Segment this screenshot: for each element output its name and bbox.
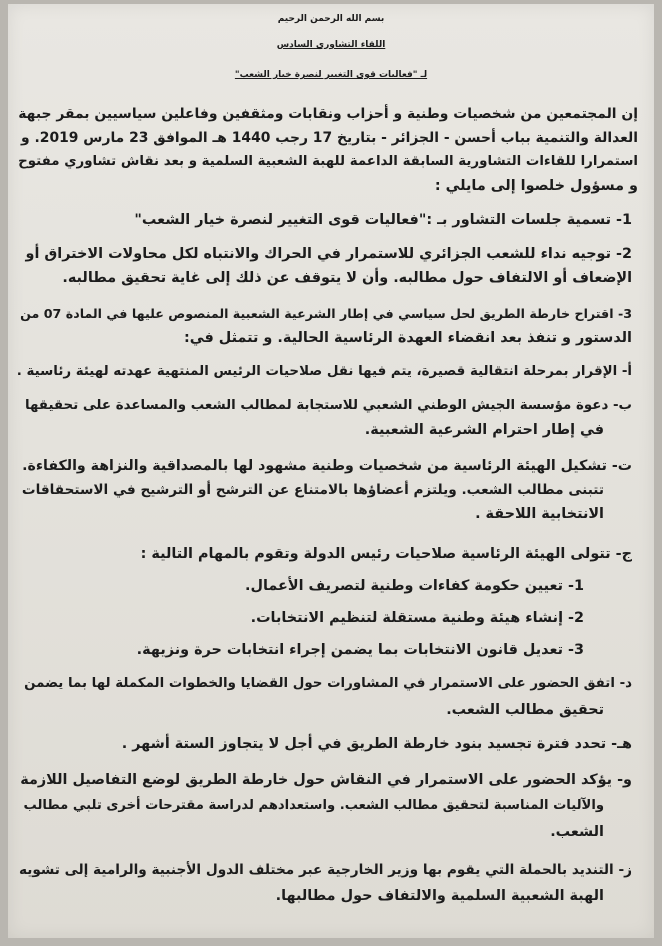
clause-h: هـ- تحدد فترة تجسيد بنود خارطة الطريق في أجل لا يتجاوز الستة أشهر . [121, 736, 632, 752]
clause-j: ج- تتولى الهيئة الرئاسية صلاحيات رئيس الدولة وتقوم بالمهام التالية : [140, 546, 632, 562]
clause-z-line-1: ز- التنديد بالحملة التي يقوم بها وزير الخارجية عبر مختلف الدول الأجنبية والرامية إلى تشويه [18, 862, 632, 878]
meeting-title: اللقاء التشاوري السادس [276, 40, 386, 50]
document-page [8, 4, 654, 938]
clause-b-line-1: ب- دعوة مؤسسة الجيش الوطني الشعبي للاستجابة لمطالب الشعب والمساعدة على تحقيقها [24, 398, 632, 413]
clause-w-line-1: و- يؤكد الحضور على الاستمرار في النقاش حول خارطة الطريق لوضع التفاصيل اللازمة [20, 772, 632, 788]
intro-line-3: استمرارا للقاءات التشاورية السابقة الداعمة للهبة الشعبية السلمية و بعد نقاش تشاوري مفتوح [18, 154, 638, 169]
clause-t-line-2: تتبنى مطالب الشعب. ويلتزم أعضاؤها بالامتناع عن الترشح أو الترشيح في الاستحقاقات [21, 482, 604, 498]
task-1: 1- تعيين حكومة كفاءات وطنية لتصريف الأعمال. [245, 578, 584, 594]
item-2-line-1: 2- توجيه نداء للشعب الجزائري للاستمرار في الحراك والانتباه لكل محاولات الاختراق أو [25, 246, 632, 262]
intro-line-2: العدالة والتنمية بباب أحسن - الجزائر - بتاريخ 17 رجب 1440 هـ الموافق 23 مارس 2019. و [21, 130, 638, 146]
basmala: بسم الله الرحمن الرحيم [277, 14, 385, 24]
task-3: 3- تعديل قانون الانتخابات بما يضمن إجراء انتخابات حرة ونزيهة. [136, 642, 584, 658]
clause-t-line-3: الانتخابية اللاحقة . [475, 506, 604, 522]
clause-d-line-2: تحقيق مطالب الشعب. [446, 702, 604, 718]
item-3-line-2: الدستور و تنفذ بعد انقضاء العهدة الرئاسية الحالية. و تتمثل في: [184, 330, 632, 346]
clause-b-line-2: في إطار احترام الشرعية الشعبية. [364, 422, 604, 438]
clause-t-line-1: ت- تشكيل الهيئة الرئاسية من شخصيات وطنية مشهود لها بالمصداقية والنزاهة والكفاءة. [22, 458, 632, 474]
item-1: 1- تسمية جلسات التشاور بـ :"فعاليات قوى التغيير لنصرة خيار الشعب" [134, 212, 632, 228]
clause-d-line-1: د- اتفق الحضور على الاستمرار في المشاورات حول القضايا والخطوات المكملة لها بما يضمن [24, 676, 632, 691]
clause-w-line-3: الشعب. [550, 824, 604, 840]
clause-w-line-2: والآليات المناسبة لتحقيق مطالب الشعب. واستعدادهم لدراسة مقترحات أخرى تلبي مطالب [23, 798, 604, 813]
clause-a: أ- الإقرار بمرحلة انتقالية قصيرة، يتم فيها نقل صلاحيات الرئيس المنتهية عهدته لهيئة رئاسية . [16, 364, 632, 379]
document-title: لـ "فعاليات قوى التغيير لنصرة خيار الشعب" [234, 70, 428, 80]
intro-line-4: و مسؤول خلصوا إلى مايلي : [434, 178, 638, 194]
item-2-line-2: الإضعاف أو الالتفاف حول مطالبه. وأن لا يتوقف عن ذلك إلى غاية تحقيق مطالبه. [62, 270, 632, 286]
task-2: 2- إنشاء هيئة وطنية مستقلة لتنظيم الانتخابات. [250, 610, 584, 626]
clause-z-line-2: الهبة الشعبية السلمية والالتفاف حول مطالبها. [275, 888, 604, 904]
intro-line-1: إن المجتمعين من شخصيات وطنية و أحزاب ونقابات ومثقفين وفاعلين سياسيين بمقر جبهة [18, 106, 638, 122]
item-3-line-1: 3- اقتراح خارطة الطريق لحل سياسي في إطار الشرعية الشعبية المنصوص عليها في المادة 07 من [20, 306, 632, 321]
